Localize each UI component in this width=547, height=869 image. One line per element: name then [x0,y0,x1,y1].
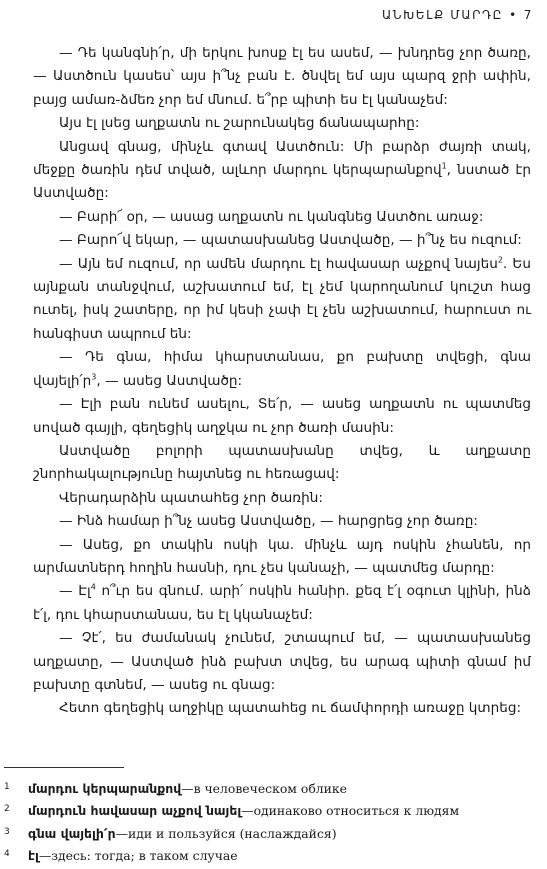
paragraph-text: — Դե գնա, հիմա կհարստանաս, քո բախտը տվեցի, գնա վայելի՛ր [33,349,531,389]
footnote-ref[interactable]: 4 [90,582,96,592]
footnote-term: էլ [28,848,39,864]
paragraph-text: ո՞ւր ես գնում. արի՛ ոսկին հանիր. քեզ է՛լ օգուտ կլինի, ինձ է՛լ, դու կհարստանաս, ես էլ կկանաչեմ: [33,583,531,623]
paragraph: — Բարո՜վ եկար, — պատասխանեց Աստվածը, — ի՞նչ ես ուզում: [59,232,522,249]
main-text [33,42,531,721]
footnote [4,801,540,823]
footnote-term: մարդուն հավասար աչքով նայել [28,803,242,819]
paragraph: — Դե կանգնի՛ր, մի երկու խոսք էլ ես ասեմ, — խնդրեց չոր ծառը, — Աստծուն կասես՝ այս ի՞նչ բան է. ծնվել եմ այս պարզ ջրի ափին, բայց ամառ-ձմեռ չոր եմ մնում. ե՞րբ պիտի ես էլ կանաչեմ: [33,45,531,108]
footnote-dash: — [38,848,52,864]
paragraph: — Ինձ համար ի՞նչ ասեց Աստվածը, — հարցրեց չոր ծառը: [59,513,478,530]
footnote-dash: — [115,825,128,841]
footnote [4,824,540,846]
paragraph: Այս էլ լսեց աղքատն ու շարունակեց ճանապարհը: [59,115,420,132]
paragraph-text: , — ասեց Աստվածը: [96,372,243,389]
paragraph [33,580,531,627]
footnote [4,779,540,801]
paragraph: — Չէ՛, ես ժամանակ չունեմ, շտապում եմ, — պատասխանեց աղքատը, — Աստված ինձ բախտ տվեց, ես արագ պիտի գնամ իմ բախտը գտնեմ, — ասեց ու գնաց: [33,630,531,693]
paragraph [33,253,531,347]
paragraph: — Ասեց, քո տակին ոսկի կա. մինչև այդ ոսկին չհանեն, որ արմատներդ հողին հասնի, դու չես կանաչի, — պատմեց մարդը: [33,536,531,576]
paragraph-text: , նստած էր Աստվածը: [33,162,532,202]
header-separator: • [509,8,518,22]
running-header [300,8,533,22]
paragraph: Աստվածը բոլորի պատասխանը տվեց, և աղքատը շնորհակալությունը հայտնեց ու հեռացավ: [33,442,531,483]
footnote-number: 4 [4,849,10,860]
paragraph-text: . Ես այնքան տանջվում, աշխատում եմ, էլ չեմ կարողանում կուշտ հաց ուտել, իսկ շատերը, որ իմ կեսի չափ էլ չեն աշխատում, հարուստ ու հանգիստ ապրում են: [33,255,531,342]
footnote-number: 2 [4,804,10,815]
footnote-definition-italic: здесь [51,848,87,864]
paragraph [33,136,531,206]
footnote-definition: : тогда; в таком случае [86,848,238,864]
paragraph: Վերադարձին պատահեց չոր ծառին: [59,489,323,506]
paragraph: Հետո գեղեցիկ աղջիկը պատահեց ու ճամփորդի առաջը կտրեց: [59,700,522,717]
footnote-number: 3 [4,826,10,837]
footnote-ref[interactable]: 1 [441,161,447,171]
footnote-ref[interactable]: 3 [91,372,97,382]
footnotes [4,779,540,869]
footnote-divider [4,767,124,768]
paragraph-text: Անցավ գնաց, մինչև գտավ Աստծուն: Մի բարձր ժայռի տակ, մեջքը ծառին դեմ տված, ալևոր մարդու կերպարանքով [33,138,531,179]
footnote-term: մարդու կերպարանքով [28,781,182,796]
footnote-definition: одинаково относиться к людям [253,803,460,819]
paragraph [33,346,531,393]
footnote [4,846,540,868]
paragraph: — Բարի՜ օր, — ասաց աղքատն ու կանգնեց Աստծու առաջ: [59,208,484,225]
footnote-ref[interactable]: 2 [497,255,503,265]
footnote-dash: — [241,803,254,819]
footnote-dash: — [181,781,194,796]
footnote-term: գնա վայելի՛ր [28,825,116,841]
footnote-number: 1 [4,782,10,792]
footnote-definition: в человеческом облике [193,781,348,796]
running-title: ԱՆԽԵԼՔ ՄԱՐԴԸ [381,8,504,22]
page-number: 7 [523,8,533,22]
paragraph-text: — Էլ [59,583,91,600]
paragraph: — Էլի բան ունեմ ասելու, Տե՛ր, — ասեց աղքատն ու պատմեց սոված գայլի, գեղեցիկ աղջկա ու չոր ծառի մասին: [33,396,531,436]
paragraph-text: — Այն եմ ուզում, որ ամեն մարդու էլ հավասար աչքով նայես [59,255,498,272]
footnote-definition: иди и пользуйся (наслаждайся) [127,825,337,841]
